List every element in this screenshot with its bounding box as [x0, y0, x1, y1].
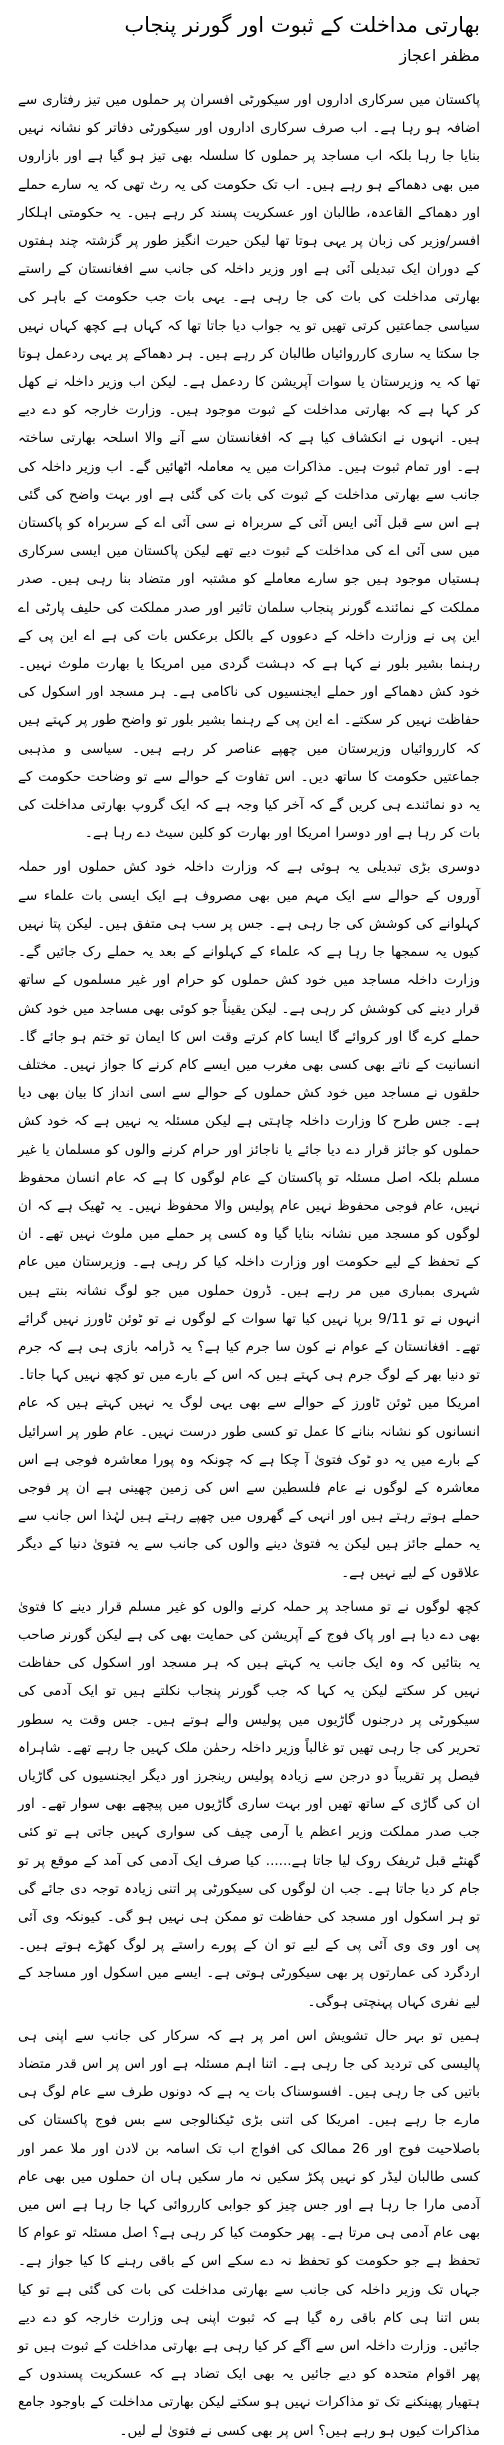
paragraph-3: کچھ لوگوں نے تو مساجد پر حملہ کرنے والوں کو غیر مسلم قرار دینے کا فتویٰ بھی دے دیا ہے اور پاک فوج کے آپریشن کی حمایت بھی کی ہے لیکن گورنر صاحب یہ بتائیں کہ وہ ایک جانب یہ کہتے ہیں کہ ہر مسجد اور اسکول کی حفاظت نہیں کر سکتے لیکن یہ کہا کہ جب گورنر پنجاب نکلتے ہیں تو ایک آدمی کی سیکورٹی پر درجنوں گاڑیوں میں پولیس والے ہوتے ہیں۔ جس وقت یہ سطور تحریر کی جا رہی تھیں تو غالباً وزیر داخلہ رحمٰن ملک کہیں جا رہے تھے۔ شاہراہ فیصل پر تقریباً دو درجن سے زیادہ پولیس رینجرز اور دیگر ایجنسیوں کی گاڑیاں ان کی گاڑی کے ساتھ تھیں اور بہت ساری گاڑیوں میں پیچھے بھی سوار تھے۔ اور جب صدر مملکت وزیر اعظم یا آرمی چیف کی سواری کہیں جاتی ہے تو کئی گھنٹے قبل ٹریفک روک لیا جاتا ہے...... کیا صرف ایک آدمی کی آمد کے موقع پر تو جام کر دیا جاتا ہے۔ جب ان لوگوں کی سیکورٹی پر اتنی زیادہ توجہ دی جائے گی تو ہر اسکول اور مسجد کی حفاظت تو ممکن ہی نہیں ہو گی۔ کیونکہ وی آئی پی اور وی وی آئی پی کے لیے تو ان کے پورے راستے پر لوگ کھڑے ہوتے ہیں۔ اردگرد کی عمارتوں پر بھی سیکورٹی ہوتی ہے۔ ایسے میں اسکول اور مساجد کے لیے نفری کہاں پہنچتی ہوگی۔: [18, 1598, 480, 2010]
paragraph-4: ہمیں تو بہر حال تشویش اس امر پر ہے کہ سرکار کی جانب سے اپنی ہی پالیسی کی تردید کی جا رہی ہے۔ اتنا اہم مسئلہ ہے اور اس پر اس قدر متضاد باتیں کی جا رہی ہیں۔ افسوسناک بات یہ ہے کہ دونوں طرف سے عام لوگ ہی مارے جا رہے ہیں۔ امریکا کی اتنی بڑی ٹیکنالوجی سے بس فوج پاکستان کی باصلاحیت فوج اور 26 ممالک کی افواج اب تک اسامہ بن لادن اور ملا عمر اور کسی طالبان لیڈر کو نہیں پکڑ سکیں نہ مار سکیں ہاں ان حملوں میں بھی عام آدمی مارا جا رہا ہے اور جس چیز کو جوابی کارروائی کہا جا رہا ہے اس میں بھی عام آدمی ہی مرتا ہے۔ پھر حکومت کیا کر رہی ہے؟ اصل مسئلہ تو عوام کا تحفظ ہے جو حکومت کو تحفظ نہ دے سکے اس کے باقی رہنے کا کیا جواز ہے۔ جہاں تک وزیر داخلہ کی جانب سے بھارتی مداخلت کی بات کی گئی ہے تو کیا بس اتنا ہی کام باقی رہ گیا ہے کہ ثبوت اپنی ہی وزارت خارجہ کو دے دیے جائیں۔ وزارت داخلہ اس سے آگے کر کیا رہی ہے بھارتی مداخلت کے ثبوت ہیں تو پھر اقوام متحدہ کو دیے جائیں یہ بھی ایک تضاد ہے کہ عسکریت پسندوں کے ہتھیار پھینکنے تک تو مذاکرات نہیں ہو سکتے لیکن بھارتی مداخلت کے باوجود جامع مذاکرات کیوں ہو رہے ہیں؟ اس پر بھی کسی نے فتویٰ لے لیں۔: [17, 2027, 480, 2439]
paragraph-1: پاکستان میں سرکاری اداروں اور سیکورٹی افسران پر حملوں میں تیز رفتاری سے اضافہ ہو رہا ہے۔ اب صرف سرکاری اداروں اور سیکورٹی دفاتر کو نشانہ نہیں بنایا جا رہا بلکہ اب مساجد پر حملوں کا سلسلہ بھی تیز ہو گیا ہے اور بازاروں میں بھی دھماکے ہو رہے ہیں۔ اب تک حکومت کی یہ رٹ تھی کہ یہ سارے حملے اور دھماکے القاعدہ، طالبان اور عسکریت پسند کر رہے ہیں۔ یہ حکومتی اہلکار افسر/وزیر کی زبان پر یہی ہوتا تھا لیکن حیرت انگیز طور پر گزشتہ چند ہفتوں کے دوران ایک تبدیلی آئی ہے اور وزیر داخلہ کی جانب سے افغانستان کے راستے بھارتی مداخلت کی بات کی جا رہی ہے۔ یہی بات جب حکومت کے باہر کی سیاسی جماعتیں کرتی تھیں تو یہ جواب دیا جاتا تھا کہ کہاں ہے کچھ کہاں نہیں جا سکتا یہ ساری کارروائیاں طالبان کر رہے ہیں۔ ہر دھماکے پر یہی ردعمل ہوتا تھا کہ یہ وزیرستان یا سوات آپریشن کا ردعمل ہے۔ لیکن اب وزیر داخلہ نے کھل کر کہا ہے کہ بھارتی مداخلت کے ثبوت موجود ہیں۔ وزارت خارجہ کو دے دیے ہیں۔ انہوں نے انکشاف کیا ہے کہ افغانستان سے آنے والا اسلحہ بھارتی ساختہ ہے۔ اور تمام ثبوت ہیں۔ مذاکرات میں یہ معاملہ اٹھائیں گے۔ اب وزیر داخلہ کی جانب سے بھارتی مداخلت کے ثبوت کی بات کی گئی ہے اور بہت واضح کی گئی ہے اس سے قبل آئی ایس آئی کے سربراہ نے سی آئی اے کے سربراہ کو پاکستان میں سی آئی اے کی مداخلت کے ثبوت دیے تھے لیکن پاکستان میں ایسی سرکاری ہستیاں موجود ہیں جو سارے معاملے کو مشتبہ اور متضاد بنا رہی ہیں۔ صدر مملکت کے نمائندے گورنر پنجاب سلمان تاثیر اور صدر مملکت کی حلیف پارٹی اے این پی نے وزارت داخلہ کے دعووں کے بالکل برعکس بات کی ہے اے این پی کے رہنما بشیر بلور نے کہا ہے کہ دہشت گردی میں امریکا یا بھارت ملوث نہیں۔ خود کش دھماکے اور حملے ایجنسیوں کی ناکامی ہے۔ ہر مسجد اور اسکول کی حفاظت نہیں کر سکتے۔ اے این پی کے رہنما بشیر بلور تو واضح طور پر کہتے ہیں کہ کارروائیاں وزیرستان میں چھپے عناصر کر رہے ہیں۔ سیاسی و مذہبی جماعتیں حکومت کا ساتھ دیں۔ اس تفاوت کے حوالے سے تو وضاحت حکومت کے یہ دو نمائندے ہی کریں گے کہ آخر کیا وجہ ہے کہ ایک گروپ بھارتی مداخلت کی بات کر رہا ہے اور دوسرا امریکا اور بھارت کو کلین سیٹ دے رہا ہے۔: [18, 92, 480, 842]
author-byline: مظفر اعجاز: [399, 46, 480, 65]
article-body: [18, 86, 480, 2445]
headline: بھارتی مداخلت کے ثبوت اور گورنر پنجاب: [124, 13, 480, 37]
paragraph-2: دوسری بڑی تبدیلی یہ ہوئی ہے کہ وزارت داخلہ خود کش حملوں اور حملہ آوروں کے حوالے سے ایک مہم میں بھی مصروف ہے ایک ایسی بات علماء سے کہلوانے کی کوشش کی جا رہی ہے۔ جس پر سب ہی متفق ہیں۔ لیکن پتا نہیں کیوں یہ سمجھا جا رہا ہے کہ علماء کے کہلوانے کے بعد یہ حملے رک جائیں گے۔ وزارت داخلہ مساجد میں خود کش حملوں کو حرام اور غیر مسلموں کے ساتھ قرار دینے کی کوشش کر رہی ہے۔ لیکن یقیناً جو کوئی بھی مساجد میں خود کش حملے کرے گا اور کروائے گا ایسا کام کرتے وقت اس کا ایمان تو ختم ہو جائے گا۔ انسانیت کے ناتے بھی کسی بھی مغرب میں ایسے کام کرنے کا جواز نہیں۔ مختلف حلقوں نے مساجد میں خود کش حملوں کے حوالے سے اسی انداز کا بیان بھی دیا ہے۔ جس طرح کا وزارت داخلہ چاہتی ہے لیکن مسئلہ یہ نہیں ہے کہ خود کش حملوں کو جائز قرار دے دیا جائے یا ناجائز اور حرام کرنے والوں کو مسلمان یا غیر مسلم بلکہ اصل مسئلہ تو پاکستان کے عام لوگوں کا ہے کہ عام انسان محفوظ نہیں، عام فوجی محفوظ نہیں عام پولیس والا محفوظ نہیں۔ یہ ٹھیک ہے کہ ان لوگوں کو مسجد میں نشانہ بنایا گیا وہ کسی پر حملے میں ملوث نہیں تھے۔ ان کے تحفظ کے لیے حکومت اور وزارت داخلہ کیا کر رہی ہے۔ وزیرستان میں عام شہری بمباری میں مر رہے ہیں۔ ڈرون حملوں میں جو لوگ نشانہ بنتے ہیں انہوں نے تو 9/11 برپا نہیں کیا تھا سوات کے لوگوں نے تو ٹوئن ٹاورز نہیں گرائے تھے۔ افغانستان کے عوام نے کون سا جرم کیا ہے؟ یہ ڈرامہ بازی ہی ہے کہ جرم تو دنیا بھر کے لوگ جرم ہی کہتے ہیں کہ اس کے بارے میں تو کچھ نہیں کہا جاتا۔ امریکا میں ٹوئن ٹاورز کے حوالے سے بھی یہی لوگ یہ نہیں کہتے ہیں کہ عام انسانوں کو نشانہ بنانے کا عمل تو کسی طور درست نہیں۔ عام طور پر اسرائیل کے بارے میں یہ دو ٹوک فتویٰ آ چکا ہے کہ چونکہ وہ پورا معاشرہ فوجی ہے اس معاشرہ کے لوگوں نے عام فلسطین سے اس کی زمین چھینی ہے ان پر فوجی حملے ہوتے رہتے ہیں اور انہی کے گھروں میں چھپے رہتے ہیں لہٰذا اس جانب سے یہ حملے جائز ہیں لیکن یہ فتویٰ دینے والوں کی جانب سے یہ فتویٰ دنیا کے دیگر علاقوں کے لیے نہیں ہے۔: [18, 859, 480, 1581]
